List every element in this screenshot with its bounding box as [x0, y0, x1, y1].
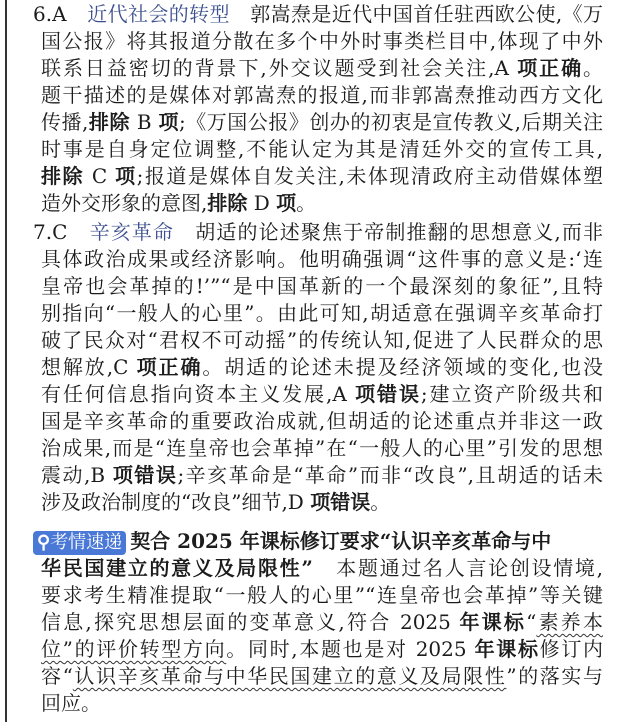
bold-text: 排除 [88, 110, 130, 134]
note-first-line [33, 528, 603, 555]
wavy-underlined-text: 位 [41, 637, 63, 661]
magnifier-icon: ⚲ [37, 531, 51, 553]
text-segment: 。胡适的论述未提及经济领域的变化,也没 [202, 355, 603, 379]
text-segment: ;《万国公报》创办的初衷是宣传教义,后期关注 [178, 110, 604, 134]
text-segment: 联系日益密切的背景下,外交议题受到社会关注,A [41, 56, 518, 80]
text-line [33, 609, 603, 636]
text-line [33, 489, 603, 516]
text-line [33, 462, 603, 489]
text-segment: 别指向“一般人的心里”。由此可知,胡适意在强调辛亥革命打 [41, 301, 603, 325]
text-segment: 涉及政治制度的“改良”细节,D [41, 490, 311, 514]
text-segment: ;建立资产阶级共和 [420, 382, 603, 406]
bold-text: 项错误 [310, 490, 371, 514]
topic-heading: 近代社会的转型 [87, 2, 230, 26]
bold-text: 项 [158, 110, 179, 134]
text-segment: 。 [296, 191, 317, 215]
text-segment: 治成果,而是“连皇帝也会革掉”在“一般人的心里”引发的思想 [41, 436, 603, 460]
text-segment: C [84, 164, 116, 188]
text-line [33, 582, 603, 609]
text-segment: ;辛亥革命是“革命”而非“改良”,且胡适的话未 [177, 463, 603, 487]
text-line [33, 354, 603, 381]
text-line [33, 219, 603, 246]
text-segment: 皇帝也会革掉的!’”“是中国革新的一个最深刻的象征”,且特 [41, 274, 603, 298]
text-segment: 胡适的论述聚焦于帝制推翻的思想意义,而非 [174, 220, 603, 244]
bold-text: 排除 [207, 191, 248, 215]
bold-text: 项错误 [355, 382, 421, 406]
topic-heading: 辛亥革命 [89, 220, 175, 244]
text-line [33, 408, 603, 435]
badge-label: 考情速递 [50, 531, 123, 553]
text-line [33, 273, 603, 300]
text-segment: 。 [583, 56, 604, 80]
text-line [33, 381, 603, 408]
text-segment: 。 [370, 490, 391, 514]
text-segment: D [247, 191, 277, 215]
bold-text: 项正确 [517, 56, 584, 80]
text-line [33, 690, 603, 717]
text-line [33, 1, 603, 28]
text-segment: 有任何信息指向资本主义发展,A [41, 382, 356, 406]
text-segment: 修订内 [539, 637, 603, 661]
answer-item-6 [33, 1, 603, 217]
text-segment: ”的落实与 [506, 664, 603, 688]
bold-text: 排除 [41, 164, 85, 188]
exam-insight-badge [33, 531, 126, 555]
bold-text: 年课标 [459, 610, 527, 634]
text-line [33, 55, 603, 82]
text-segment: 本题通过名人言论创设情境, [312, 556, 603, 580]
answer-item-7 [33, 219, 603, 516]
bold-text: 项 [276, 191, 297, 215]
text-segment: 具体政治成果或经济影响。他明确强调“这件事的意义是:‘连 [41, 247, 603, 271]
text-segment: “ [526, 610, 537, 634]
text-segment: 郭嵩焘是近代中国首任驻西欧公使,《万 [229, 2, 604, 26]
text-segment: 震动,B [41, 463, 113, 487]
text-segment: 传播, [41, 110, 89, 134]
text-segment: 信息,探究思想层面的变革意义,符合 2025 [41, 610, 460, 634]
bold-text: 华民国建立的意义及局限性” [41, 556, 313, 580]
wavy-underlined-text: 认识辛亥革命与中华民国建立的意义及局限性 [72, 664, 507, 688]
text-line [33, 82, 603, 109]
bold-text: 项 [115, 164, 137, 188]
text-segment: 要求考生精准提取“一般人的心里”“连皇帝也会革掉”等关键 [41, 583, 603, 607]
text-line [33, 109, 603, 136]
text-line [33, 555, 603, 582]
exam-insight-note [33, 528, 603, 717]
text-segment: 6.A [33, 2, 88, 26]
bold-text: 项正确 [136, 355, 203, 379]
text-line [33, 136, 603, 163]
text-line [33, 636, 603, 663]
text-segment: 国公报》将其报道分散在多个中外时事类栏目中,体现了中外 [41, 29, 603, 53]
text-segment: ;报道是媒体自发关注,未体现清政府主动借媒体塑 [136, 164, 603, 188]
text-line [33, 190, 603, 217]
bold-text: 项错误 [112, 463, 178, 487]
text-segment: 题干描述的是媒体对郭嵩焘的报道,而非郭嵩焘推动西方文化 [41, 83, 603, 107]
text-segment: 时事是自身定位调整,不能认定为其是清廷外交的宣传工具, [41, 137, 603, 161]
wavy-underlined-text: 素养本 [536, 610, 604, 634]
text-line [33, 300, 603, 327]
text-line [33, 435, 603, 462]
text-segment: 造外交形象的意图, [41, 191, 208, 215]
text-line [33, 246, 603, 273]
text-line [33, 663, 603, 690]
text-line [33, 28, 603, 55]
text-line [33, 163, 603, 190]
text-segment: 。同时,本题也是对 2025 [226, 637, 475, 661]
text-segment: 国是辛亥革命的重要政治成就,但胡适的论述重点并非这一政 [41, 409, 603, 433]
wavy-underlined-text: ”的评价转型方向 [62, 637, 227, 661]
text-segment: 容“ [41, 664, 73, 688]
bold-text: 契合 2025 年课标修订要求“认识辛亥革命与中 [130, 529, 552, 553]
text-segment: 回应。 [41, 691, 101, 715]
text-line [33, 327, 603, 354]
text-segment: 想解放,C [41, 355, 137, 379]
text-segment: B [129, 110, 159, 134]
bold-text: 年课标 [474, 637, 540, 661]
text-segment: 7.C [33, 220, 90, 244]
text-segment: 破了民众对“君权不可动摇”的传统认知,促进了人民群众的思 [41, 328, 603, 352]
